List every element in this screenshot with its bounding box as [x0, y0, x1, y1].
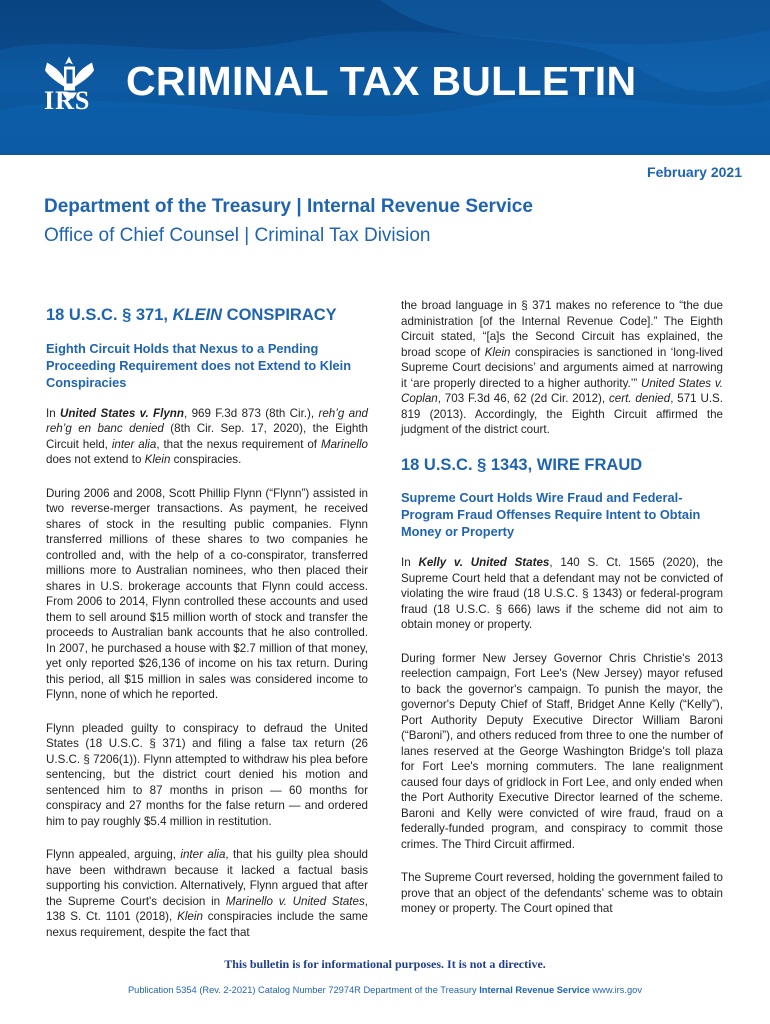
- section-heading-klein: 18 U.S.C. § 371, KLEIN CONSPIRACY: [46, 306, 337, 324]
- header-banner: [0, 0, 770, 155]
- section-subheading-klein: Eighth Circuit Holds that Nexus to a Pending Proceeding Requirement does not Extend to Klein Conspiracies: [46, 340, 352, 390]
- footer: Publication 5354 (Rev. 2-2021) Catalog Number 72974R Department of the Treasury Internal Revenue Service www.irs.gov: [127, 985, 642, 995]
- paragraph: Flynn pleaded guilty to conspiracy to defraud the United States (18 U.S.C. § 371) and filing a false tax return (26 U.S.C. § 7206(1)). Flynn attempted to withdraw his plea before sentencing, but the district court denied his motion and sentenced him to 87 months in prison — 60 months for conspiracy and 27 months for the false return — and ordered him to pay roughly $5.4 million in restitution.: [46, 721, 368, 828]
- paragraph: The Supreme Court reversed, holding the government failed to prove that an object of the defendants’ scheme was to obtain money or property. The Court opined that: [401, 871, 723, 915]
- left-column: [46, 298, 368, 958]
- bulletin-title: CRIMINAL TAX BULLETIN: [126, 58, 637, 104]
- issue-date: February 2021: [647, 164, 742, 180]
- office-line: Office of Chief Counsel | Criminal Tax Division: [44, 225, 431, 246]
- section-subheading-wire-fraud: Supreme Court Holds Wire Fraud and Federal-Program Fraud Offenses Require Intent to Obtain Money or Property: [401, 490, 701, 539]
- paragraph: In United States v. Flynn, 969 F.3d 873 (8th Cir.), reh’g and reh’g en banc denied (8th Cir. Sep. 17, 2020), the Eighth Circuit held, inter alia, that the nexus requirement of Marinello does not extend to Klein conspiracies.: [46, 406, 369, 466]
- department-line: Department of the Treasury | Internal Revenue Service: [44, 196, 533, 217]
- right-column: [401, 298, 723, 935]
- paragraph: Flynn appealed, arguing, inter alia, that his guilty plea should have been withdrawn because it lacked a factual basis supporting his conviction. Alternatively, Flynn argued that after the Supreme Court's decision in Marinello v. United States, 138 S. Ct. 1101 (2018), Klein conspiracies include the same nexus requirement, despite the fact that: [46, 848, 369, 939]
- paragraph: In Kelly v. United States, 140 S. Ct. 1565 (2020), the Supreme Court held that a defendant may not be convicted of violating the wire fraud (18 U.S.C. § 1343) or federal-program fraud (18 U.S.C. § 666) laws if the scheme did not aim to obtain money or property.: [401, 556, 724, 631]
- disclaimer-note: This bulletin is for informational purposes. It is not a directive.: [224, 957, 546, 971]
- section-heading-wire-fraud: 18 U.S.C. § 1343, WIRE FRAUD: [401, 455, 643, 474]
- paragraph: During former New Jersey Governor Chris Christie's 2013 reelection campaign, Fort Lee's (New Jersey) mayor refused to back the governor's campaign. To punish the mayor, the governor's Deputy Chief of Staff, Bridget Anne Kelly (“Kelly”), Port Authority Deputy Executive Director William Baroni (“Baroni”), and others reduced from three to one the number of lanes reserved at the George Washington Bridge's toll plaza for Fort Lee's morning commuters. The lane realignment caused four days of gridlock in Fort Lee, and only ended when the Port Authority Executive Director learned of the scheme. Baroni and Kelly were convicted of wire fraud, fraud on a federally-funded program, and conspiracy to commit those crimes. The Third Circuit affirmed.: [401, 651, 723, 851]
- paragraph: During 2006 and 2008, Scott Phillip Flynn (“Flynn”) assisted in two reverse-merger transactions. As payment, he received shares of stock in the resulting public companies. Flynn transferred millions of these shares to two companies he controlled and, with the help of a co-conspirator, transferred millions more to Australian nominees, who then placed their shares in U.S. brokerage accounts that Flynn could access. From 2006 to 2014, Flynn controlled these accounts and used them to sell around $15 million worth of stock and transfer the proceeds to Australian bank accounts that he also controlled. In 2007, he purchased a house with $2.7 million of that money, yet only reported $26,136 of income on his tax return. During this period, all $15 million in sales was considered income to Flynn, none of which he reported.: [46, 486, 368, 701]
- footer-url: www.irs.gov: [589, 985, 642, 995]
- irs-logo-text: IRS: [44, 86, 91, 115]
- paragraph: the broad language in § 371 makes no reference to “the due administration [of the Internal Revenue Code].” The Eighth Circuit stated, “[a]s the Second Circuit has explained, the broad scope of Klein conspiracies is sanctioned in ‘long-lived Supreme Court decisions’ and arguments aimed at narrowing it ‘are properly directed to a higher authority.’” United States v. Coplan, 703 F.3d 46, 62 (2d Cir. 2012), cert. denied, 571 U.S. 819 (2013). Accordingly, the Eighth Circuit affirmed the judgment of the district court.: [401, 299, 724, 436]
